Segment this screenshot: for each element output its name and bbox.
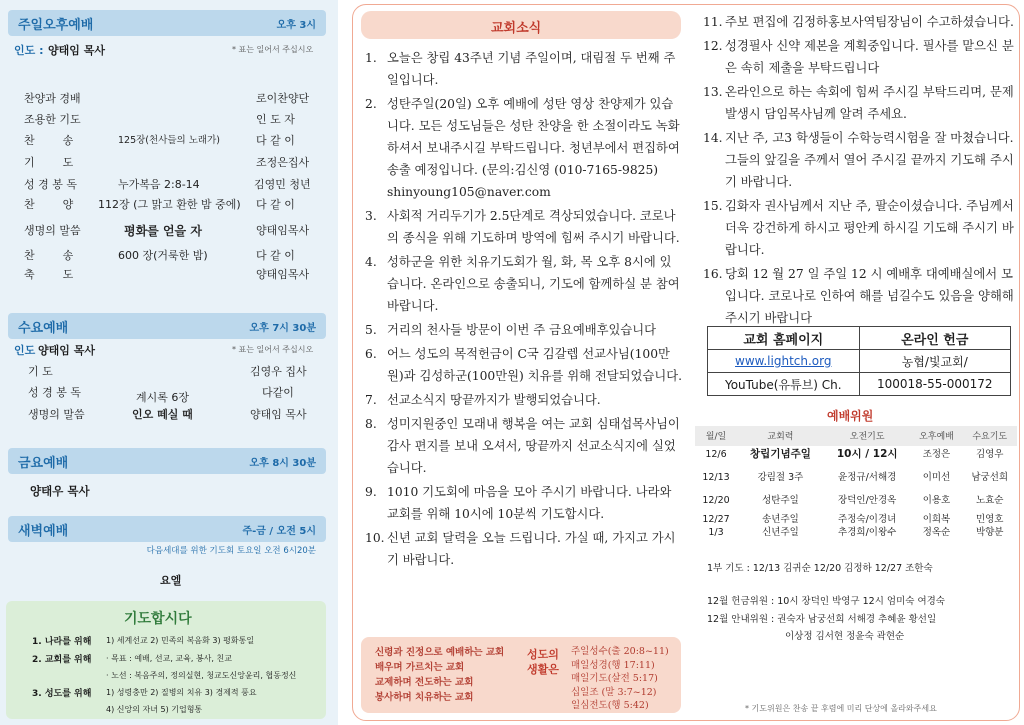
- sunday-row-person: 로이찬양단: [256, 92, 310, 105]
- committee-cell: 12/6: [705, 449, 727, 460]
- notice-item: [365, 389, 683, 411]
- dawn-time: 주-금 / 오전 5시: [242, 526, 316, 537]
- offering-bank: 농협/빛교회/: [859, 350, 1011, 373]
- usher-committee-cont: 이상정 김서현 정윤숙 곽현순: [785, 631, 905, 642]
- notice-item: [365, 93, 683, 203]
- committee-cell: 남궁선희: [971, 472, 1009, 483]
- prayer-label: 3. 성도를 위해: [32, 689, 92, 699]
- committee-cell: 김영우: [975, 449, 1004, 460]
- wed-row-person: 다같이: [262, 386, 294, 399]
- sunday-row-detail: 누가복음 2:8-14: [118, 178, 200, 191]
- dawn-title: 새벽예배: [18, 524, 69, 539]
- wed-row-person: 양태임 목사: [250, 408, 307, 421]
- prayer-text: 4) 신앙의 자녀 5) 기업형통: [106, 705, 203, 714]
- sunday-row-label: 찬 송: [24, 249, 74, 262]
- notice-item: [365, 527, 683, 571]
- dawn-note: 다음세대를 위한 기도회 토요일 오전 6시20분: [146, 546, 316, 556]
- committee-footer-note: * 기도위원은 찬송 끝 후렴에 미리 단상에 올라와주세요: [745, 704, 937, 713]
- committee-cell: 강림절 3주: [757, 472, 804, 483]
- wednesday-title: 수요예배: [18, 321, 69, 336]
- youtube-channel[interactable]: YouTube(유튜브) Ch.: [708, 373, 860, 396]
- notices-title: 교회소식: [491, 21, 542, 36]
- committee-cell: 12/27 1/3: [702, 514, 730, 538]
- notice-number: 12.: [703, 39, 723, 53]
- notice-number: 11.: [703, 15, 723, 29]
- committee-cell: 10시 / 12시: [836, 448, 898, 460]
- committee-row: [695, 512, 1017, 540]
- usher-committee: 12월 안내위원 : 권숙자 남궁선희 서해경 추혜윤 황선일: [707, 614, 937, 625]
- notice-number: 2.: [365, 97, 377, 111]
- notice-item: [365, 413, 683, 479]
- wed-row-label: 기 도: [28, 365, 53, 378]
- committee-cell: 윤정규/서해경: [838, 472, 897, 483]
- prayer-text: 1) 성령충만 2) 질병의 치유 3) 경제적 풍요: [106, 688, 257, 697]
- notice-text: 사회적 거리두기가 2.5단계로 격상되었습니다. 코로나의 종식을 위해 기도하며 방역에 힘써 주시기 바랍니다.: [387, 209, 680, 245]
- committee-cell: 장덕인/안경옥: [838, 495, 897, 506]
- committee-row: [695, 466, 1017, 489]
- prayer-label: 1. 나라를 위해: [32, 637, 92, 647]
- homepage-link[interactable]: www.lightch.org: [708, 350, 860, 373]
- motto-box: [361, 637, 681, 713]
- notice-number: 3.: [365, 209, 377, 223]
- sunday-row-label: 찬양과 경배: [24, 92, 81, 105]
- sunday-row-person: 양태임목사: [256, 224, 310, 237]
- notices-list-right: [703, 11, 1015, 331]
- notice-text: 성경필사 신약 제본을 계획중입니다. 필사를 맡으신 분은 속히 제출을 부탁드립니다: [725, 39, 1014, 75]
- first-service-prayer: 1부 기도 : 12/13 김귀순 12/20 김정하 12/27 조한숙: [707, 563, 933, 574]
- life-list: [571, 645, 669, 713]
- committee-cell: 성탄주일: [762, 495, 799, 506]
- notice-text: 1010 기도회에 마음을 모아 주시기 바랍니다. 나라와 교회를 위해 10시에 10분씩 기도합시다.: [387, 485, 672, 521]
- committee-cell: 12/13: [702, 472, 730, 483]
- sunday-row-detail: 125장(천사들의 노래가): [118, 135, 220, 146]
- life-item: 일심전도(행 5:42): [571, 700, 649, 711]
- life-item: 매일기도(살전 5:17): [571, 673, 658, 684]
- notice-item: [703, 11, 1015, 33]
- wednesday-time: 오후 7시 30분: [249, 323, 316, 334]
- sunday-time: 오후 3시: [276, 20, 316, 31]
- committee-cell: 조정은: [922, 449, 951, 460]
- notice-item: [365, 251, 683, 317]
- notice-number: 14.: [703, 131, 723, 145]
- notice-text: 김화자 권사님께서 지난 주, 팔순이셨습니다. 주님께서 더욱 강건하게 하시고 평안케 하시길 기도해 주시기 바랍니다.: [725, 199, 1014, 257]
- sunday-row-person: 인 도 자: [256, 113, 295, 126]
- committee-cell: 창립기념주일: [750, 448, 811, 460]
- notice-number: 1.: [365, 51, 377, 65]
- notice-item: [365, 47, 683, 91]
- prayer-title: 기도합시다: [124, 611, 192, 627]
- committee-table: [695, 428, 1017, 540]
- committee-row: [695, 443, 1017, 466]
- sunday-row-label: 조용한 기도: [24, 113, 81, 126]
- prayer-text: · 목표 : 예배, 선교, 교육, 봉사, 친교: [106, 654, 232, 663]
- motto-line: 봉사하며 치유하는 교회: [375, 692, 474, 703]
- motto-line: 신령과 진정으로 예배하는 교회: [375, 647, 505, 658]
- life-item: 매일성경(행 17:11): [571, 659, 655, 671]
- notice-item: [365, 205, 683, 249]
- wed-sermon: 인오 떼실 때: [132, 408, 193, 421]
- notices-title-pill: [361, 11, 681, 39]
- committee-cell: 이미선: [922, 472, 951, 483]
- life-item: 주일성수(출 20:8~11): [571, 646, 669, 657]
- wed-row-person: 김영우 집사: [250, 365, 307, 378]
- notice-item: [703, 127, 1015, 193]
- sunday-stand-note: * 표는 일어서 주십시오: [232, 45, 314, 54]
- notice-item: [703, 35, 1015, 79]
- notice-text: 거리의 천사들 방문이 이번 주 금요예배후있습니다: [387, 323, 656, 337]
- life-label: 성도의 생활은: [527, 648, 559, 676]
- sunday-row-detail: 112장 (그 맑고 환한 밤 중에): [98, 198, 241, 211]
- motto-lines: [375, 645, 504, 705]
- committee-header-cell: 수요기도: [972, 432, 1008, 442]
- sunday-title: 주일오후예배: [18, 18, 94, 33]
- offering-heading: 온라인 헌금: [859, 327, 1011, 350]
- wednesday-leader: 양태임 목사: [38, 344, 95, 357]
- wed-passage: 계시록 6장: [136, 391, 189, 404]
- notice-item: [365, 319, 683, 341]
- committee-cell: 민영호 박향분: [975, 514, 1004, 538]
- wednesday-stand-note: * 표는 일어서 주십시오: [232, 345, 314, 354]
- sunday-row-person: 조정은집사: [256, 156, 310, 169]
- committee-header-row: [695, 428, 1017, 443]
- notice-text: 성미지원중인 모래내 행복을 여는 교회 심태섭목사님이 감사 편지를 보내 오셔서, 땅끝까지 선교소식지에 실었습니다.: [387, 417, 680, 475]
- notice-item: [365, 343, 683, 387]
- motto-line: 배우며 가르치는 교회: [375, 662, 465, 673]
- notice-text: 지난 주, 고3 학생들이 수학능력시험을 잘 마쳤습니다. 그들의 앞길을 주께서 열어 주시길 끝까지 기도해 주시기 바랍니다.: [725, 131, 1014, 189]
- sunday-row-label: 찬 양: [24, 198, 74, 211]
- sunday-leader: 양태임 목사: [48, 44, 105, 57]
- notice-text: 선교소식지 땅끝까지가 발행되었습니다.: [387, 393, 601, 407]
- dawn-extra: 요엘: [160, 574, 182, 587]
- notice-text: 성탄주일(20일) 오후 예배에 성탄 영상 찬양제가 있습니다. 모든 성도님들은 성탄 찬양을 한 소절이라도 녹화하셔서 보내주시길 부탁드립니다. 청년부에서 편집하여 송출 예정입니다. (문의:김신영 (010-7165-9825) shinyoung105@naver.com: [387, 97, 680, 199]
- offering-account: 100018-55-000172: [859, 373, 1011, 396]
- notices-list-left: [365, 47, 683, 573]
- notice-number: 13.: [703, 85, 723, 99]
- prayer-box: [6, 601, 326, 719]
- notice-text: 온라인으로 하는 속회에 힘써 주시길 부탁드리며, 문제 발생시 담임목사님께 알려 주세요.: [725, 85, 1014, 121]
- sunday-row-detail: 600 장(거룩한 밤): [118, 249, 208, 262]
- notice-number: 10.: [365, 531, 385, 545]
- notice-item: [703, 195, 1015, 261]
- notice-item: [703, 263, 1015, 329]
- notice-number: 6.: [365, 347, 377, 361]
- homepage-heading: 교회 홈페이지: [708, 327, 860, 350]
- sunday-row-label: 기 도: [24, 156, 74, 169]
- notice-number: 16.: [703, 267, 723, 281]
- notice-number: 9.: [365, 485, 377, 499]
- notice-number: 5.: [365, 323, 377, 337]
- committee-cell: 노효순: [975, 495, 1004, 506]
- committee-header-cell: 오후예배: [919, 432, 954, 442]
- prayer-text: 1) 세계선교 2) 민족의 복음화 3) 평화통일: [106, 636, 255, 645]
- friday-header: [8, 448, 326, 474]
- sunday-row-person: 다 같 이: [256, 134, 295, 147]
- sunday-header: [8, 10, 326, 36]
- committee-title: 예배위원: [827, 409, 874, 423]
- committee-cell: 송년주일 신년주일: [762, 514, 799, 538]
- wednesday-header: [8, 313, 326, 339]
- committee-cell: 이희복 정옥순: [922, 514, 951, 538]
- wednesday-leader-label: 인도: [14, 344, 36, 357]
- committee-header-cell: 오전기도: [849, 432, 885, 442]
- wed-row-label: 성 경 봉 독: [28, 386, 81, 399]
- notice-text: 신년 교회 달력을 오늘 드립니다. 가실 때, 가지고 가시기 바랍니다.: [387, 531, 676, 567]
- sunday-row-detail: 평화를 얻을 자: [124, 224, 202, 238]
- notice-number: 4.: [365, 255, 377, 269]
- notices-panel: [352, 4, 1020, 721]
- notice-text: 성하군을 위한 치유기도회가 월, 화, 목 오후 8시에 있습니다. 온라인으로 송출되니, 기도에 함께하실 분 참여 바랍니다.: [387, 255, 680, 313]
- friday-leader: 양태우 목사: [30, 484, 90, 498]
- notice-text: 오늘은 창립 43주년 기념 주일이며, 대림절 두 번째 주일입니다.: [387, 51, 676, 87]
- notice-number: 8.: [365, 417, 377, 431]
- sunday-leader-label: 인도 :: [14, 44, 44, 57]
- prayer-label: 2. 교회를 위해: [32, 655, 92, 665]
- notice-text: 주보 편집에 김정하홍보사역팀장님이 수고하셨습니다.: [725, 15, 1014, 29]
- sunday-row-label: 축 도: [24, 268, 74, 281]
- committee-row: [695, 489, 1017, 512]
- sunday-row-label: 성 경 봉 독: [24, 178, 77, 191]
- dawn-header: [8, 516, 326, 542]
- wed-row-label: 생명의 말씀: [28, 408, 85, 421]
- homepage-table: [707, 326, 1011, 396]
- sunday-row-person: 다 같 이: [256, 198, 295, 211]
- notice-number: 15.: [703, 199, 723, 213]
- notice-item: [365, 481, 683, 525]
- committee-header-cell: 월/일: [705, 432, 727, 442]
- life-item: 십일조 (말 3:7~12): [571, 686, 657, 698]
- offering-committee: 12월 헌금위원 : 10시 장덕인 박영구 12시 엄미숙 여경숙: [707, 596, 945, 607]
- sunday-row-person: 양태임목사: [256, 268, 310, 281]
- committee-cell: 이용호: [922, 495, 951, 506]
- sunday-row-person: 다 같 이: [256, 249, 295, 262]
- committee-cell: 12/20: [702, 495, 730, 506]
- notice-number: 7.: [365, 393, 377, 407]
- friday-time: 오후 8시 30분: [249, 458, 316, 469]
- committee-header-cell: 교회력: [767, 432, 794, 442]
- committee-cell: 주정숙/이경녀 추경희/이왕수: [838, 514, 897, 538]
- sunday-row-label: 찬 송: [24, 134, 74, 147]
- motto-line: 교제하며 전도하는 교회: [375, 677, 474, 688]
- notice-text: 당회 12 월 27 일 주일 12 시 예배후 대예배실에서 모입니다. 코로나로 인하여 해를 넘길수도 있음을 양해해 주시기 바랍니다: [725, 267, 1014, 325]
- notice-text: 어느 성도의 목적헌금이 C국 김갈렙 선교사님(100만원)과 김성하군(100만원) 치유를 위해 전달되었습니다.: [387, 347, 682, 383]
- worship-schedule-panel: [0, 0, 338, 725]
- notice-item: [703, 81, 1015, 125]
- friday-title: 금요예배: [18, 456, 69, 471]
- sunday-row-person: 김영민 청년: [254, 178, 311, 191]
- sunday-row-label: 생명의 말씀: [24, 224, 81, 237]
- prayer-text: · 노선 : 복음주의, 정의실현, 청교도신앙윤리, 협동정신: [106, 671, 297, 680]
